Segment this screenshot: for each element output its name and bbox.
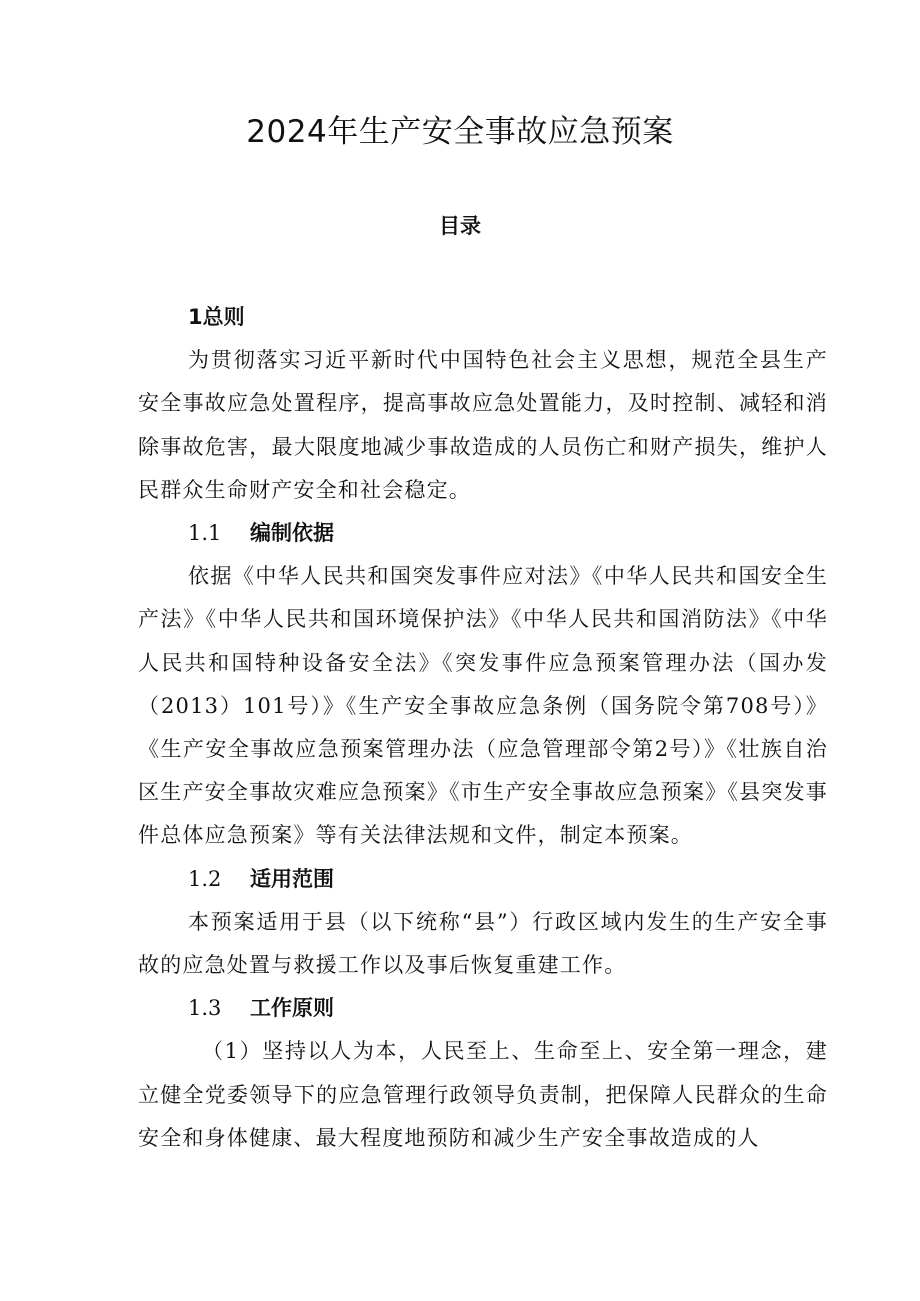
- subsection-title: 工作原则: [250, 996, 334, 1021]
- subsection-heading-basis: [138, 512, 828, 555]
- section-heading-general: 1总则: [188, 305, 245, 329]
- scope-paragraph: 本预案适用于县（以下统称“县”）行政区域内发生的生产安全事故的应急处置与救援工作以及事后恢复重建工作。: [138, 909, 828, 978]
- subsection-number: 1.1: [188, 521, 222, 546]
- subsection-heading-principles: [138, 987, 828, 1030]
- subsection-title: 编制依据: [250, 521, 334, 546]
- subsection-title: 适用范围: [250, 866, 334, 891]
- principle-item-1: （1）坚持以人为本，人民至上、生命至上、安全第一理念，建立健全党委领导下的应急管理行政领导负责制，把保障人民群众的生命安全和身体健康、最大程度地预防和减少生产安全事故造成的人: [138, 1039, 828, 1150]
- document-title: 2024年生产安全事故应急预案: [246, 114, 674, 150]
- basis-paragraph: 依据《中华人民共和国突发事件应对法》《中华人民共和国安全生产法》《中华人民共和国环境保护法》《中华人民共和国消防法》《中华人民共和国特种设备安全法》《突发事件应急预案管理办法（国办发（2013）101号）》《生产安全事故应急条例（国务院令第708号）》《生产安全事故应急预案管理办法（应急管理部令第2号）》《壮族自治区生产安全事故灾难应急预案》《市生产安全事故应急预案》《县突发事件总体应急预案》等有关法律法规和文件，制定本预案。: [138, 564, 828, 848]
- subsection-number: 1.3: [188, 996, 222, 1021]
- toc-heading: 目录: [439, 214, 481, 238]
- subsection-heading-scope: [138, 858, 828, 901]
- subsection-number: 1.2: [188, 866, 222, 891]
- section-general-paragraph: 为贯彻落实习近平新时代中国特色社会主义思想，规范全县生产安全事故应急处置程序，提高事故应急处置能力，及时控制、减轻和消除事故危害，最大限度地减少事故造成的人员伤亡和财产损失，维护人民群众生命财产安全和社会稳定。: [138, 348, 828, 502]
- document-body: [138, 296, 828, 1160]
